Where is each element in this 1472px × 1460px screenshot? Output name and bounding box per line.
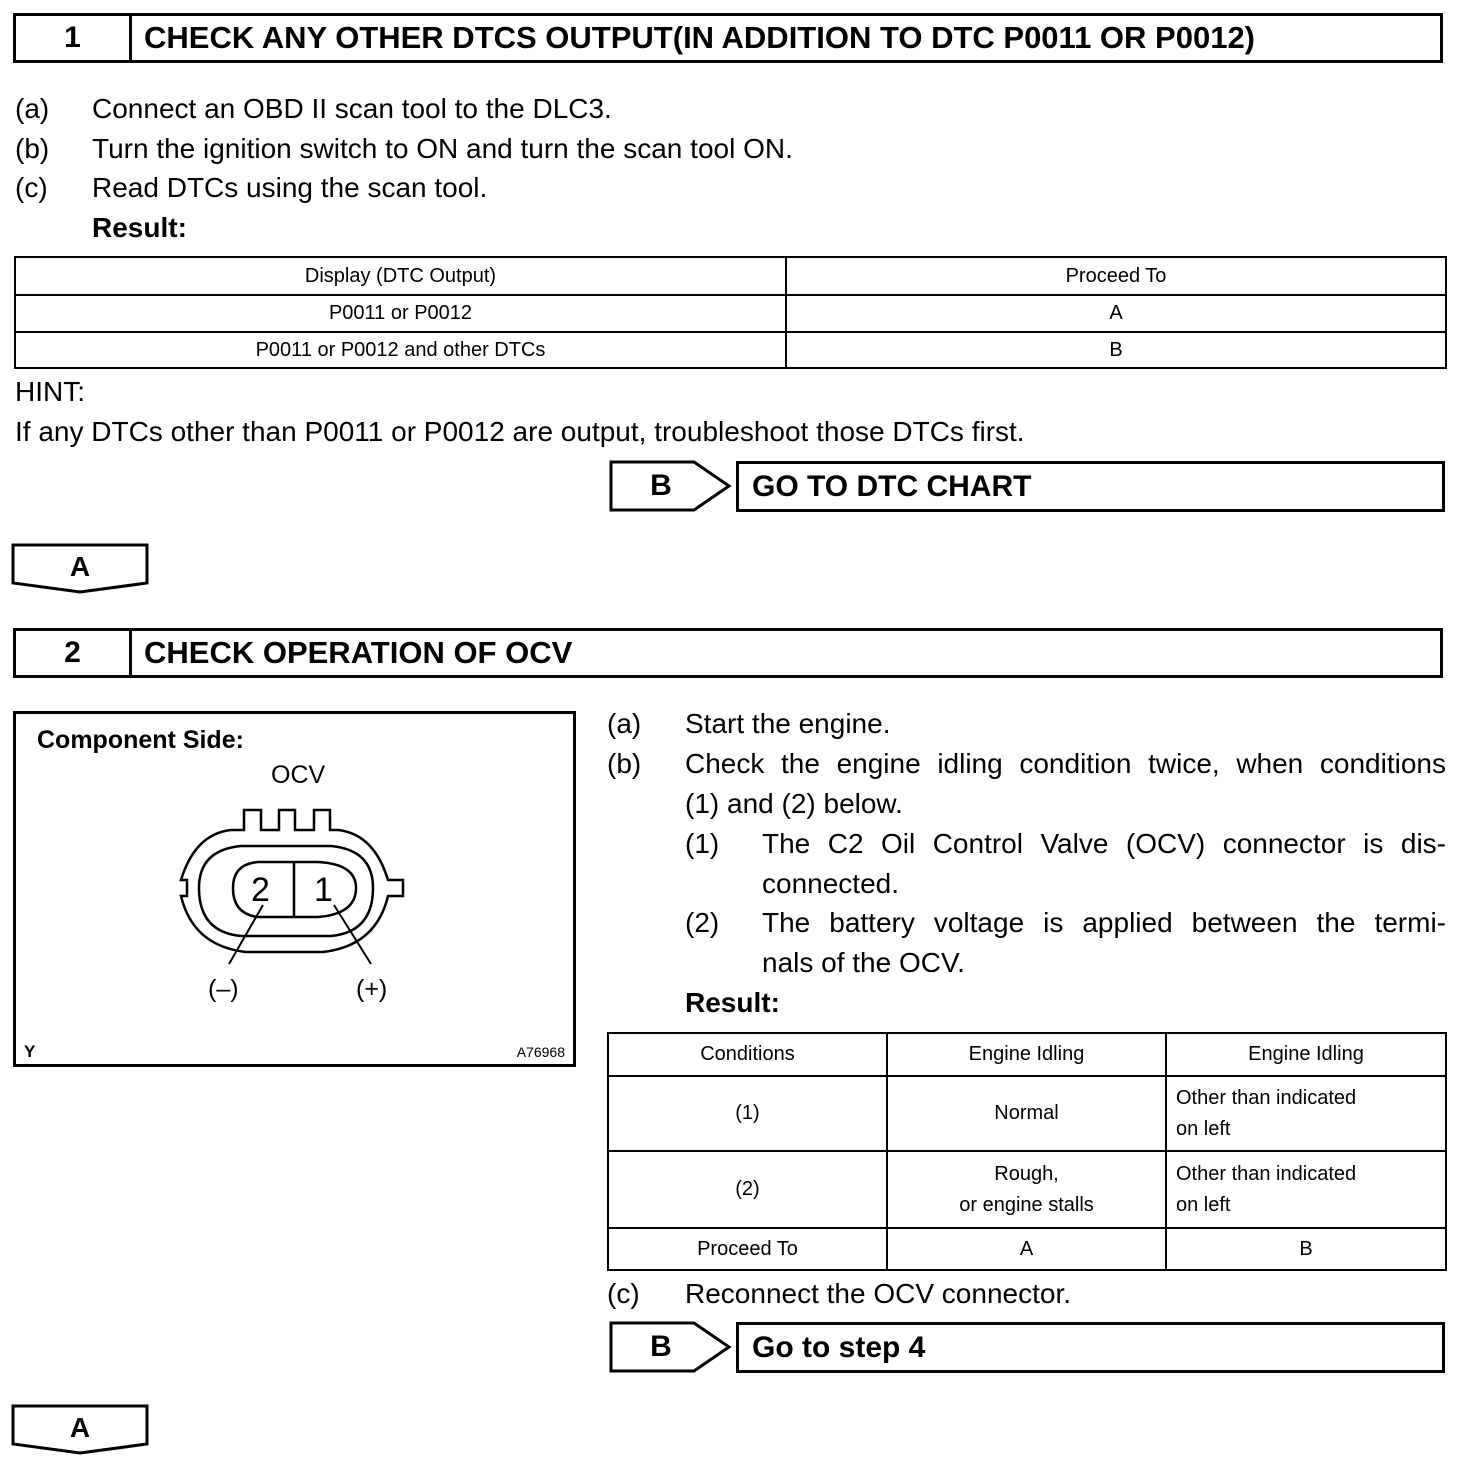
instruction-a-label: (a) bbox=[607, 708, 642, 739]
step-2-number: 2 bbox=[16, 631, 132, 675]
hint-label: HINT: bbox=[15, 376, 85, 407]
table-cell: A bbox=[786, 295, 1446, 332]
table-cell bbox=[887, 1151, 1166, 1228]
sub-instruction-1-text: The C2 Oil Control Valve (OCV) connector is dis- bbox=[762, 828, 1446, 859]
instruction-a-text: Connect an OBD II scan tool to the DLC3. bbox=[92, 93, 612, 124]
instruction-b-text: Check the engine idling condition twice, when conditions bbox=[685, 748, 1446, 779]
hint-text: If any DTCs other than P0011 or P0012 are output, troubleshoot those DTCs first. bbox=[15, 416, 1025, 447]
instruction-b-label: (b) bbox=[15, 133, 50, 164]
instruction-c-label: (c) bbox=[15, 172, 48, 203]
table-header-cell: Engine Idling bbox=[1166, 1033, 1446, 1076]
instruction-b-text: Turn the ignition switch to ON and turn the scan tool ON. bbox=[92, 133, 793, 164]
sub-instruction-1-text-cont: connected. bbox=[762, 868, 899, 899]
go-to-dtc-chart-box[interactable]: GO TO DTC CHART bbox=[736, 461, 1445, 512]
table-cell-line: on left bbox=[1176, 1117, 1231, 1140]
figure-id: A76968 bbox=[516, 1044, 565, 1060]
negative-terminal-label: (–) bbox=[208, 975, 239, 1003]
table-header-cell: Conditions bbox=[608, 1033, 887, 1076]
step-2-title: CHECK OPERATION OF OCV bbox=[144, 635, 573, 670]
instruction-c-text: Read DTCs using the scan tool. bbox=[92, 172, 488, 203]
table-cell: Normal bbox=[887, 1076, 1166, 1151]
sub-instruction-2-text: The battery voltage is applied between the termi- bbox=[762, 907, 1446, 938]
step-2-header bbox=[13, 628, 1443, 678]
go-to-step-4-box[interactable]: Go to step 4 bbox=[736, 1322, 1445, 1373]
figure-heading: Component Side: bbox=[37, 726, 244, 754]
table-cell-line: or engine stalls bbox=[959, 1193, 1094, 1216]
sub-instruction-2-text-cont: nals of the OCV. bbox=[762, 947, 965, 978]
table-cell: B bbox=[1166, 1228, 1446, 1270]
table-cell-line: on left bbox=[1176, 1193, 1231, 1216]
pin-2-label: 2 bbox=[251, 871, 270, 909]
sub-instruction-2-label: (2) bbox=[685, 907, 720, 938]
instruction-b-text-cont: (1) and (2) below. bbox=[685, 788, 903, 819]
table-cell-line: Other than indicated bbox=[1176, 1162, 1357, 1185]
table-header-cell: Display (DTC Output) bbox=[15, 257, 786, 295]
step-1-result-label: Result: bbox=[92, 212, 187, 243]
table-cell: A bbox=[887, 1228, 1166, 1270]
table-header-cell: Engine Idling bbox=[887, 1033, 1166, 1076]
table-cell-line: Other than indicated bbox=[1176, 1086, 1357, 1109]
table-cell: P0011 or P0012 and other DTCs bbox=[15, 332, 786, 368]
branch-b-letter-1: B bbox=[650, 469, 672, 502]
table-row bbox=[608, 1228, 1446, 1270]
sub-instruction-1-label: (1) bbox=[685, 828, 720, 859]
branch-b-letter-2: B bbox=[650, 1330, 672, 1363]
step-2-result-table bbox=[607, 1032, 1447, 1271]
table-row bbox=[608, 1076, 1446, 1151]
branch-a-letter-2[interactable]: A bbox=[69, 1412, 91, 1443]
table-cell: (1) bbox=[608, 1076, 887, 1151]
table-cell: Proceed To bbox=[608, 1228, 887, 1270]
instruction-c-label: (c) bbox=[607, 1278, 640, 1309]
table-cell bbox=[1166, 1076, 1446, 1151]
instruction-a-text: Start the engine. bbox=[685, 708, 891, 739]
table-header-row bbox=[608, 1033, 1446, 1076]
table-cell-line: Rough, bbox=[994, 1162, 1059, 1185]
instruction-c-text: Reconnect the OCV connector. bbox=[685, 1278, 1071, 1309]
step-1-title: CHECK ANY OTHER DTCS OUTPUT(IN ADDITION TO DTC P0011 OR P0012) bbox=[144, 20, 1256, 55]
step-2-result-label: Result: bbox=[685, 987, 780, 1018]
table-cell bbox=[1166, 1151, 1446, 1228]
pin-1-label: 1 bbox=[314, 871, 333, 909]
positive-terminal-label: (+) bbox=[356, 975, 388, 1003]
instruction-b-label: (b) bbox=[607, 748, 642, 779]
branch-a-letter-1[interactable]: A bbox=[69, 551, 91, 582]
table-cell: (2) bbox=[608, 1151, 887, 1228]
instruction-a-label: (a) bbox=[15, 93, 50, 124]
figure-corner-label: Y bbox=[24, 1042, 36, 1061]
figure-component-label: OCV bbox=[271, 761, 326, 789]
ocv-connector-figure bbox=[13, 711, 576, 1067]
ocv-connector-icon bbox=[16, 714, 573, 1064]
table-header-cell: Proceed To bbox=[786, 257, 1446, 295]
table-row bbox=[608, 1151, 1446, 1228]
table-cell: P0011 or P0012 bbox=[15, 295, 786, 332]
table-cell: B bbox=[786, 332, 1446, 368]
step-1-number: 1 bbox=[16, 16, 132, 60]
